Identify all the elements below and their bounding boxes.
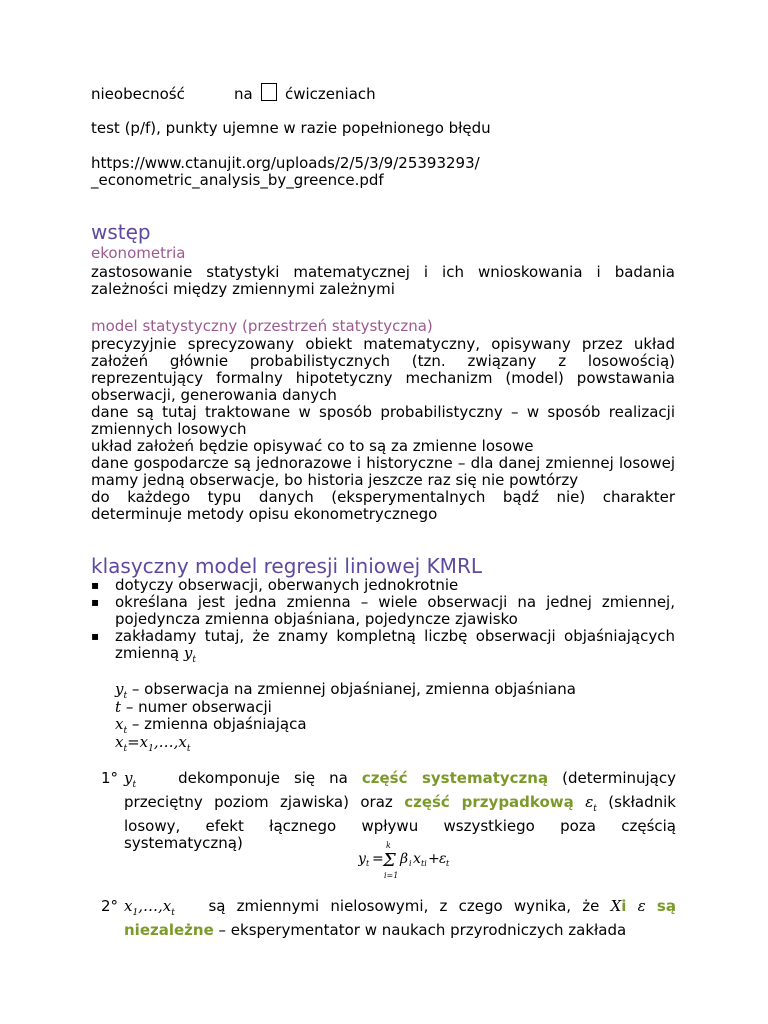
url-line-1[interactable]: https://www.ctanujit.org/uploads/2/5/3/9/25393293/ bbox=[91, 154, 480, 172]
model-paragraph-5: do każdego typu danych (eksperymentalnych bądź nie) charakter determinuje metody opisu ekonometrycznego bbox=[91, 488, 675, 523]
exercises-text: ćwiczeniach bbox=[285, 85, 376, 103]
econometrics-definition: zastosowanie statystyki matematycznej i ich wnioskowania i badania zależności między zmiennymi zależnymi bbox=[91, 263, 675, 298]
assumption-2-text: $x_1,\dots,x_t$ są zmiennymi nielosowymi, z czego wynika, że Xi ε są niezależne – eksperymentator w naukach przyrodniczych zakłada bbox=[124, 897, 676, 939]
section-heading-intro: wstęp bbox=[91, 220, 151, 244]
a2-green-sa: są bbox=[656, 897, 676, 915]
bullet-text: zakładamy tutaj, że znamy kompletną liczbę obserwacji objaśniających zmienną bbox=[115, 627, 675, 662]
def-xt-text: – zmienna objaśniająca bbox=[131, 715, 307, 733]
absence-line-part2 bbox=[234, 86, 253, 103]
svg-text:y: y bbox=[358, 851, 366, 867]
bullet-text: określana jest jedna zmienna – wiele obserwacji na jednej zmiennej, pojedyncza zmienna objaśniana, pojedyncze zjawisko bbox=[115, 593, 675, 628]
model-paragraph-4: dane gospodarcze są jednorazowe i historyczne – dla danej zmiennej losowej mamy jedną obserwacje, bo historia jeszcze raz się nie powtórzy bbox=[91, 454, 675, 489]
url-line-2[interactable]: _econometric_analysis_by_greence.pdf bbox=[91, 171, 384, 189]
a1-text-2: (determinujący przeciętny poziom zjawiska) oraz bbox=[124, 769, 676, 811]
regression-formula bbox=[358, 838, 478, 882]
absence-word-na: na bbox=[234, 85, 253, 103]
a1-text-3: (składnik losowy, efekt łącznego wpływu wszystkiego poza częścią systematyczną) bbox=[124, 793, 676, 852]
assumption-1-number: 1° bbox=[101, 769, 119, 787]
absence-line bbox=[91, 86, 185, 103]
svg-text:t: t bbox=[446, 859, 450, 868]
svg-text:ti: ti bbox=[421, 859, 427, 868]
independent-term: niezależne bbox=[124, 921, 214, 939]
kmrl-bullet-list bbox=[91, 577, 675, 669]
absence-word: nieobecność bbox=[91, 85, 185, 103]
list-item bbox=[91, 594, 675, 628]
absence-word-exercises bbox=[285, 86, 376, 103]
regression-formula-svg bbox=[358, 838, 478, 882]
svg-text:ε: ε bbox=[439, 851, 447, 867]
systematic-part-term: część systematyczną bbox=[361, 769, 549, 787]
svg-text:β: β bbox=[400, 851, 409, 867]
svg-text:i=1: i=1 bbox=[384, 871, 399, 880]
svg-text:Σ: Σ bbox=[383, 850, 396, 871]
svg-text:i: i bbox=[409, 859, 412, 868]
assumption-1-text: $y_t$ dekomponuje się na część systematyczną (determinujący przeciętny poziom zjawiska) oraz część przypadkową $\varepsilon_t$ (składnik losowy, efekt łącznego wpływu wszystkiego poza częścią systematyczną) bbox=[124, 769, 676, 852]
checkbox-icon[interactable] bbox=[261, 83, 283, 102]
def-yt: $y_t$ – obserwacja na zmiennej objaśnianej, zmienna objaśniana bbox=[115, 680, 576, 701]
model-paragraph-3: układ założeń będzie opisywać co to są za zmienne losowe bbox=[91, 437, 534, 455]
a2-text-1: są zmiennymi nielosowymi, z czego wynika, że bbox=[208, 897, 600, 915]
svg-text:k: k bbox=[386, 841, 391, 850]
svg-text:t: t bbox=[366, 859, 370, 868]
list-item bbox=[91, 628, 675, 669]
model-paragraph-1: precyzyjnie sprecyzowany obiekt matematyczny, opisywany przez układ założeń głównie probabilistycznych (tzn. związany z losowością) reprezentujący formalny hipotetyczny mechanizm (model) powstawania obserwacji, generowania danych bbox=[91, 335, 675, 404]
section-heading-kmrl: klasyczny model regresji liniowej KMRL bbox=[91, 554, 482, 578]
subheading-statistical-model: model statystyczny (przestrzeń statystyczna) bbox=[91, 317, 433, 335]
random-part-term: część przypadkową bbox=[404, 793, 574, 811]
a2-green-i: i bbox=[621, 897, 627, 915]
svg-text:x: x bbox=[413, 851, 421, 867]
a1-text-1: dekomponuje się na bbox=[178, 769, 348, 787]
bullet-text: dotyczy obserwacji, oberwanych jednokrotnie bbox=[115, 576, 459, 594]
def-xt: $x_t$ – zmienna objaśniająca bbox=[115, 715, 307, 736]
def-t: t – numer obserwacji bbox=[115, 698, 272, 716]
model-paragraph-2: dane są tutaj traktowane w sposób probabilistyczny – w sposób realizacji zmiennych losowych bbox=[91, 403, 675, 438]
a2-text-2: – eksperymentator w naukach przyrodniczych zakłada bbox=[218, 921, 627, 939]
def-xt-sequence: $x_t=x_1,\dots,x_t$ bbox=[115, 733, 191, 754]
url-link[interactable] bbox=[91, 155, 480, 189]
list-item bbox=[91, 577, 675, 594]
math-yt: $y_t$ bbox=[183, 644, 196, 665]
svg-text:=: = bbox=[372, 851, 384, 867]
test-line: test (p/f), punkty ujemne w razie popełnionego błędu bbox=[91, 119, 491, 137]
def-yt-text: – obserwacja na zmiennej objaśnianej, zmienna objaśniana bbox=[131, 680, 576, 698]
def-t-text: – numer obserwacji bbox=[125, 698, 272, 716]
svg-text:+: + bbox=[428, 851, 440, 867]
assumption-2-number: 2° bbox=[101, 897, 119, 915]
subheading-econometrics: ekonometria bbox=[91, 244, 186, 262]
